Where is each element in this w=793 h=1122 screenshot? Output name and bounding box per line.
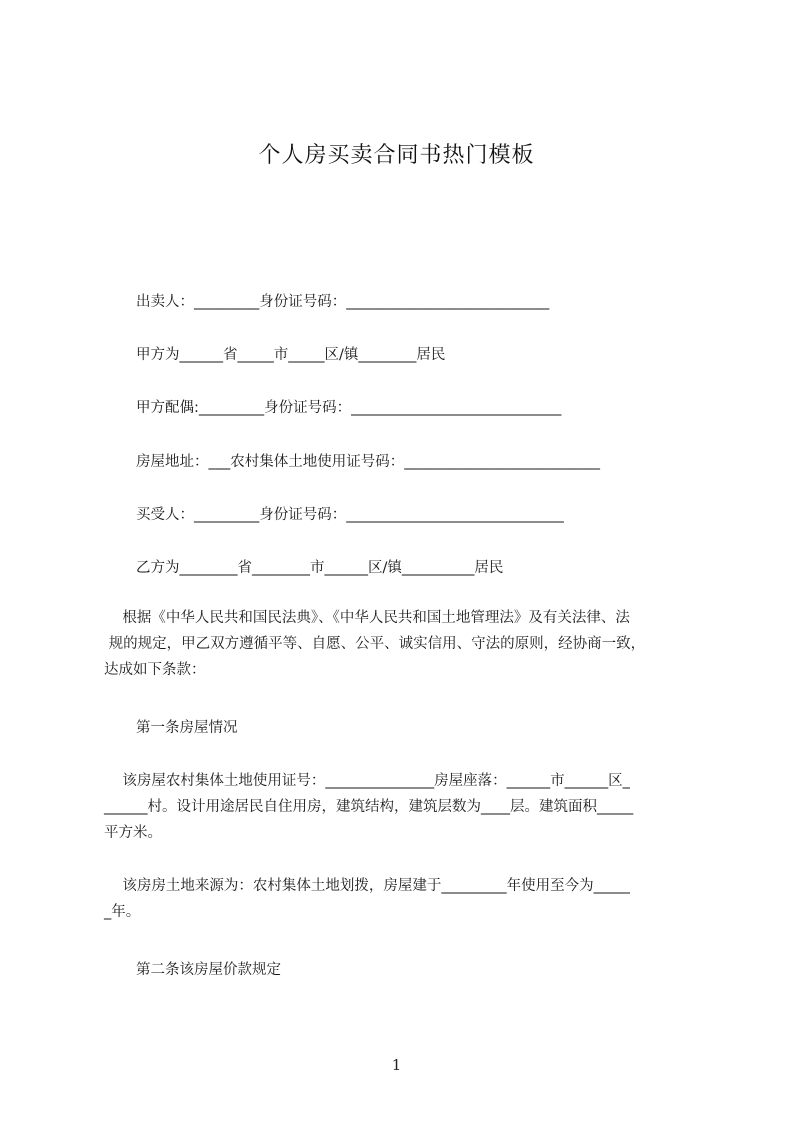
- preamble-line: 规的规定，甲乙双方遵循平等、自愿、公平、诚实信用、守法的原则，经协商一致，: [104, 636, 646, 652]
- house-info-line: 该房屋农村集体土地使用证号：_______________房屋座落：______市______区_: [104, 773, 630, 789]
- article-1-heading: 第一条房屋情况: [136, 720, 238, 736]
- seller-field: 出卖人：_________身份证号码：____________________________: [136, 294, 550, 310]
- house-info-line: ______村。设计用途居民自住用房，建筑结构，建筑层数为____层。建筑面积_____: [104, 799, 634, 815]
- document-title: 个人房买卖合同书热门模板: [258, 143, 535, 168]
- land-source-line: _年。: [104, 904, 141, 920]
- article-2-heading: 第二条该房屋价款规定: [136, 962, 281, 978]
- house-address-field: 房屋地址：___农村集体土地使用证号码：___________________________: [136, 454, 600, 470]
- party-a-spouse-field: 甲方配偶:_________身份证号码：_____________________________: [136, 400, 562, 416]
- party-a-residence-field: 甲方为______省_____市_____区/镇________居民: [136, 347, 446, 363]
- land-source-line: 该房房土地来源为：农村集体土地划拨，房屋建于_________年使用至今为_____: [104, 878, 630, 894]
- house-info-line: 平方米。: [104, 825, 162, 841]
- preamble-paragraph: [104, 605, 700, 683]
- party-b-residence-field: 乙方为________省________市______区/镇__________居民: [136, 560, 504, 576]
- house-info-paragraph: [104, 768, 700, 846]
- preamble-line: 达成如下条款：: [104, 662, 206, 678]
- land-source-paragraph: [104, 873, 700, 925]
- buyer-field: 买受人：_________身份证号码：______________________________: [136, 507, 564, 523]
- preamble-line: 根据《中华人民共和国民法典》、《中华人民共和国土地管理法》及有关法律、法: [104, 610, 630, 626]
- page-number: 1: [391, 1056, 402, 1074]
